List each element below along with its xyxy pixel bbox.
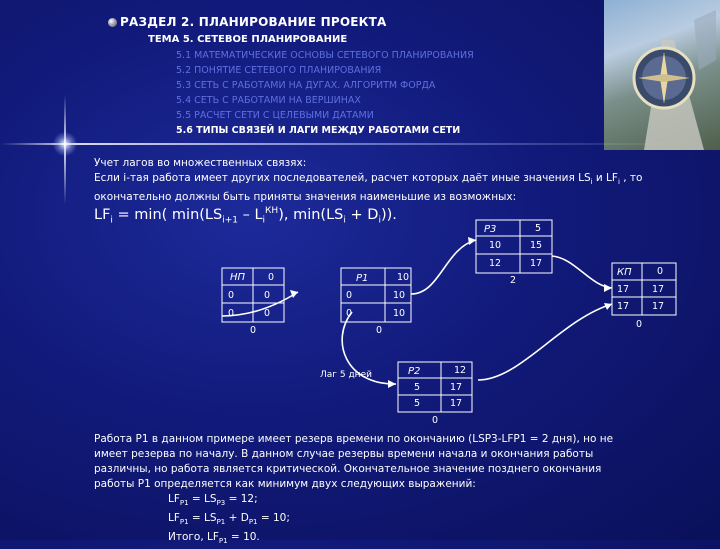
- node-cell: 5: [414, 398, 421, 409]
- node-np: [222, 268, 284, 336]
- node-np-name: НП: [230, 272, 246, 283]
- topic-title: ТЕМА 5. СЕТЕВОЕ ПЛАНИРОВАНИЕ: [148, 34, 348, 45]
- node-cell: 10: [393, 290, 406, 301]
- subtopic-item-active[interactable]: 5.6 ТИПЫ СВЯЗЕЙ И ЛАГИ МЕЖДУ РАБОТАМИ СЕТИ: [176, 125, 461, 136]
- node-kp: [612, 263, 676, 330]
- node-cell: 10: [397, 272, 410, 283]
- node-p1: [341, 268, 411, 336]
- node-p2-name: P2: [408, 366, 421, 377]
- node-cell: 0: [264, 308, 271, 319]
- node-p1-name: P1: [356, 273, 369, 284]
- eq-sub: P3: [216, 499, 226, 508]
- explanation-text: [94, 432, 714, 549]
- lag-label: Лаг 5 дней: [320, 370, 372, 380]
- formula-sub: i+1: [222, 215, 238, 226]
- subtopic-item[interactable]: 5.2 ПОНЯТИЕ СЕТЕВОГО ПЛАНИРОВАНИЯ: [176, 65, 382, 76]
- subtopic-item[interactable]: 5.5 РАСЧЕТ СЕТИ С ЦЕЛЕВЫМИ ДАТАМИ: [176, 110, 374, 121]
- intro-line: Учет лагов во множественных связях:: [94, 157, 307, 169]
- eq-part: LF: [168, 493, 180, 505]
- eq-part: + D: [225, 512, 249, 525]
- intro-sub: i: [590, 178, 593, 187]
- node-reserve: 0: [636, 319, 643, 330]
- node-reserve: 2: [510, 275, 517, 286]
- node-cell: 0: [228, 308, 235, 319]
- node-reserve: 0: [250, 325, 257, 336]
- node-cell: 0: [346, 308, 353, 319]
- formula-part: LF: [94, 206, 111, 223]
- eq-sub: P1: [179, 518, 189, 527]
- intro-line: окончательно должны быть приняты значения наименьшие из возможных:: [94, 191, 517, 204]
- eq-part: = 10;: [257, 512, 290, 525]
- node-reserve: 0: [432, 415, 439, 426]
- eq-sub: P1: [216, 518, 226, 527]
- node-cell: 0: [228, 290, 235, 301]
- subtopic-item[interactable]: 5.1 МАТЕМАТИЧЕСКИЕ ОСНОВЫ СЕТЕВОГО ПЛАНИРОВАНИЯ: [176, 50, 474, 61]
- node-p3-name: P3: [484, 224, 497, 235]
- node-cell: 5: [414, 382, 421, 393]
- formula-sub: i: [262, 215, 266, 226]
- eq-part: LF: [168, 512, 180, 525]
- intro-line-part: Если i-тая работа имеет других последователей, расчет которых даёт иные значения LS: [94, 172, 591, 184]
- explanation-line: работы P1 определяется как минимум двух следующих выражений:: [94, 478, 476, 490]
- formula-part: + D: [345, 206, 379, 223]
- node-cell: 17: [652, 301, 665, 312]
- node-cell: 17: [450, 398, 463, 409]
- subtopic-item[interactable]: 5.4 СЕТЬ С РАБОТАМИ НА ВЕРШИНАХ: [176, 95, 361, 106]
- eq-part: = 12;: [225, 493, 258, 505]
- formula-part: = min( min(LS: [112, 206, 223, 223]
- eq-sub: P1: [248, 518, 258, 527]
- formula-sup: КН: [265, 206, 279, 216]
- node-cell: 0: [264, 290, 271, 301]
- arrow-p2-kp: [478, 304, 612, 380]
- equation-line: [94, 511, 714, 530]
- eq-part: = LS: [188, 493, 217, 505]
- formula-sub: i: [110, 215, 113, 226]
- node-cell: 12: [454, 365, 467, 376]
- arrow-p3-kp: [552, 256, 612, 288]
- formula-part: – L: [237, 206, 263, 223]
- intro-line-part: и LF: [592, 172, 618, 184]
- formula-sub: i: [343, 215, 346, 226]
- eq-part: Итого, LF: [168, 531, 219, 544]
- formula-sub: i: [378, 215, 381, 226]
- formula-part: ), min(LS: [278, 206, 344, 223]
- equation-line: [94, 492, 714, 511]
- node-cell: 10: [393, 308, 406, 319]
- node-cell: 10: [489, 240, 502, 251]
- arrow-p1-p3: [411, 240, 476, 294]
- eq-sub: P1: [179, 499, 189, 508]
- node-cell: 17: [617, 284, 630, 295]
- formula-part: )).: [380, 206, 397, 223]
- node-cell: 17: [450, 382, 463, 393]
- node-cell: 17: [617, 301, 630, 312]
- node-cell: 12: [489, 258, 502, 269]
- eq-part: = LS: [188, 512, 217, 525]
- node-reserve: 0: [376, 325, 383, 336]
- section-title-text: РАЗДЕЛ 2. ПЛАНИРОВАНИЕ ПРОЕКТА: [120, 15, 387, 29]
- node-cell: 15: [530, 240, 543, 251]
- node-p2: [398, 362, 472, 426]
- node-cell: 0: [346, 290, 353, 301]
- node-kp-name: КП: [617, 267, 632, 278]
- eq-sub: P1: [218, 537, 228, 546]
- node-cell: 5: [535, 223, 542, 234]
- explanation-line: имеет резерва по началу. В данном случае резервы времени начала и окончания работы: [94, 448, 594, 460]
- node-cell: 0: [657, 266, 664, 277]
- node-cell: 0: [268, 272, 275, 283]
- subtopic-item[interactable]: 5.3 СЕТЬ С РАБОТАМИ НА ДУГАХ. АЛГОРИТМ ФОРДА: [176, 80, 436, 91]
- intro-line-part: , то: [619, 172, 643, 184]
- node-cell: 17: [530, 258, 543, 269]
- intro-sub: i: [617, 178, 620, 187]
- explanation-line: Работа P1 в данном примере имеет резерв времени по окончанию (LSP3-LFP1 = 2 дня), но не: [94, 433, 614, 445]
- node-p3: [476, 220, 552, 286]
- node-cell: 17: [652, 284, 665, 295]
- explanation-line: различны, но работа является критической. Окончательное значение позднего окончания: [94, 463, 602, 475]
- eq-part: = 10.: [227, 531, 260, 544]
